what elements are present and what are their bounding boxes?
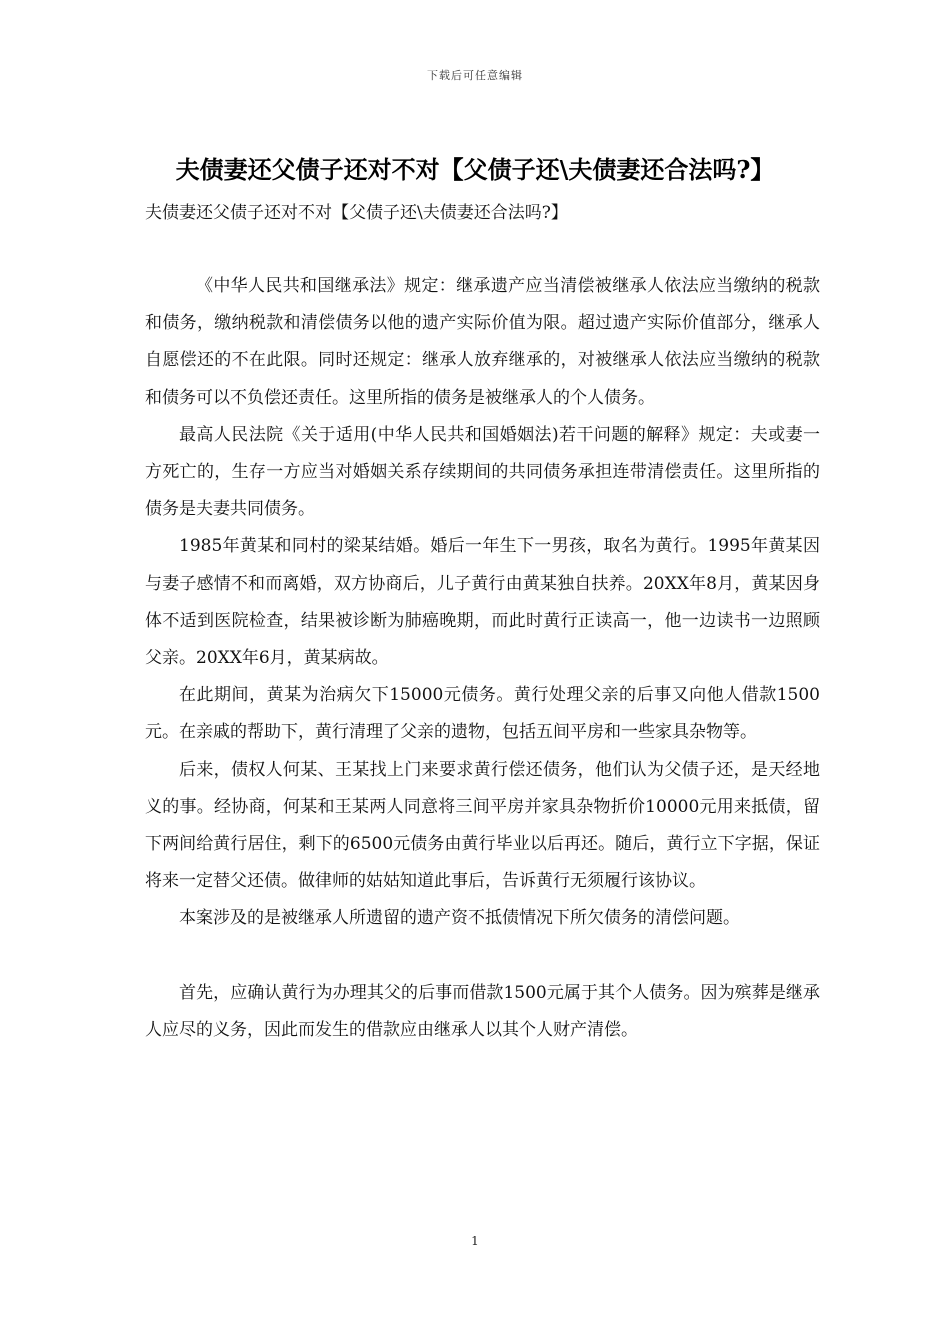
- paragraph-case-creditors: 后来，债权人何某、王某找上门来要求黄行偿还债务，他们认为父债子还，是天经地义的事。经协商，何某和王某两人同意将三间平房并家具杂物折价10000元用来抵债，留下两间给黄行居住，剩下的6500元债务由黄行毕业以后再还。随后，黄行立下字据，保证将来一定替父还债。做律师的姑姑知道此事后，告诉黄行无须履行该协议。: [145, 759, 820, 892]
- document-title: 夫债妻还父债子还对不对【父债子还\夫债妻还合法吗?】: [175, 155, 775, 184]
- paragraph-inheritance-law: 《中华人民共和国继承法》规定：继承遗产应当清偿被继承人依法应当缴纳的税款和债务，缴纳税款和清偿债务以他的遗产实际价值为限。超过遗产实际价值部分，继承人自愿偿还的不在此限。同时还规定：继承人放弃继承的，对被继承人依法应当缴纳的税款和债务可以不负偿还责任。这里所指的债务是被继承人的个人债务。: [145, 276, 820, 408]
- document-subtitle: 夫债妻还父债子还对不对【父债子还\夫债妻还合法吗?】: [145, 203, 568, 223]
- blank-line: [145, 938, 820, 975]
- paragraph-case-background: 1985年黄某和同村的梁某结婚。婚后一年生下一男孩，取名为黄行。1995年黄某因与妻子感情不和而离婚，双方协商后，儿子黄行由黄某独自扶养。20XX年8月，黄某因身体不适到医院检查，结果被诊断为肺癌晚期，而此时黄行正读高一，他一边读书一边照顾父亲。20XX年6月，黄某病故。: [145, 536, 820, 669]
- paragraph-case-debts: 在此期间，黄某为治病欠下15000元债务。黄行处理父亲的后事又向他人借款1500元。在亲戚的帮助下，黄行清理了父亲的遗物，包括五间平房和一些家具杂物等。: [145, 685, 820, 743]
- page-number: 1: [471, 1234, 479, 1248]
- document-body: [145, 268, 820, 1049]
- paragraph-analysis-first: 首先，应确认黄行为办理其父的后事而借款1500元属于其个人债务。因为殡葬是继承人应尽的义务，因此而发生的借款应由继承人以其个人财产清偿。: [145, 982, 820, 1041]
- paragraph-marriage-law-interpretation: 最高人民法院《关于适用(中华人民共和国婚姻法)若干问题的解释》规定：夫或妻一方死亡的，生存一方应当对婚姻关系存续期间的共同债务承担连带清偿责任。这里所指的债务是夫妻共同债务。: [145, 424, 820, 520]
- page-header: 下载后可任意编辑: [427, 69, 523, 82]
- paragraph-case-issue: 本案涉及的是被继承人所遗留的遗产资不抵债情况下所欠债务的清偿问题。: [179, 908, 740, 929]
